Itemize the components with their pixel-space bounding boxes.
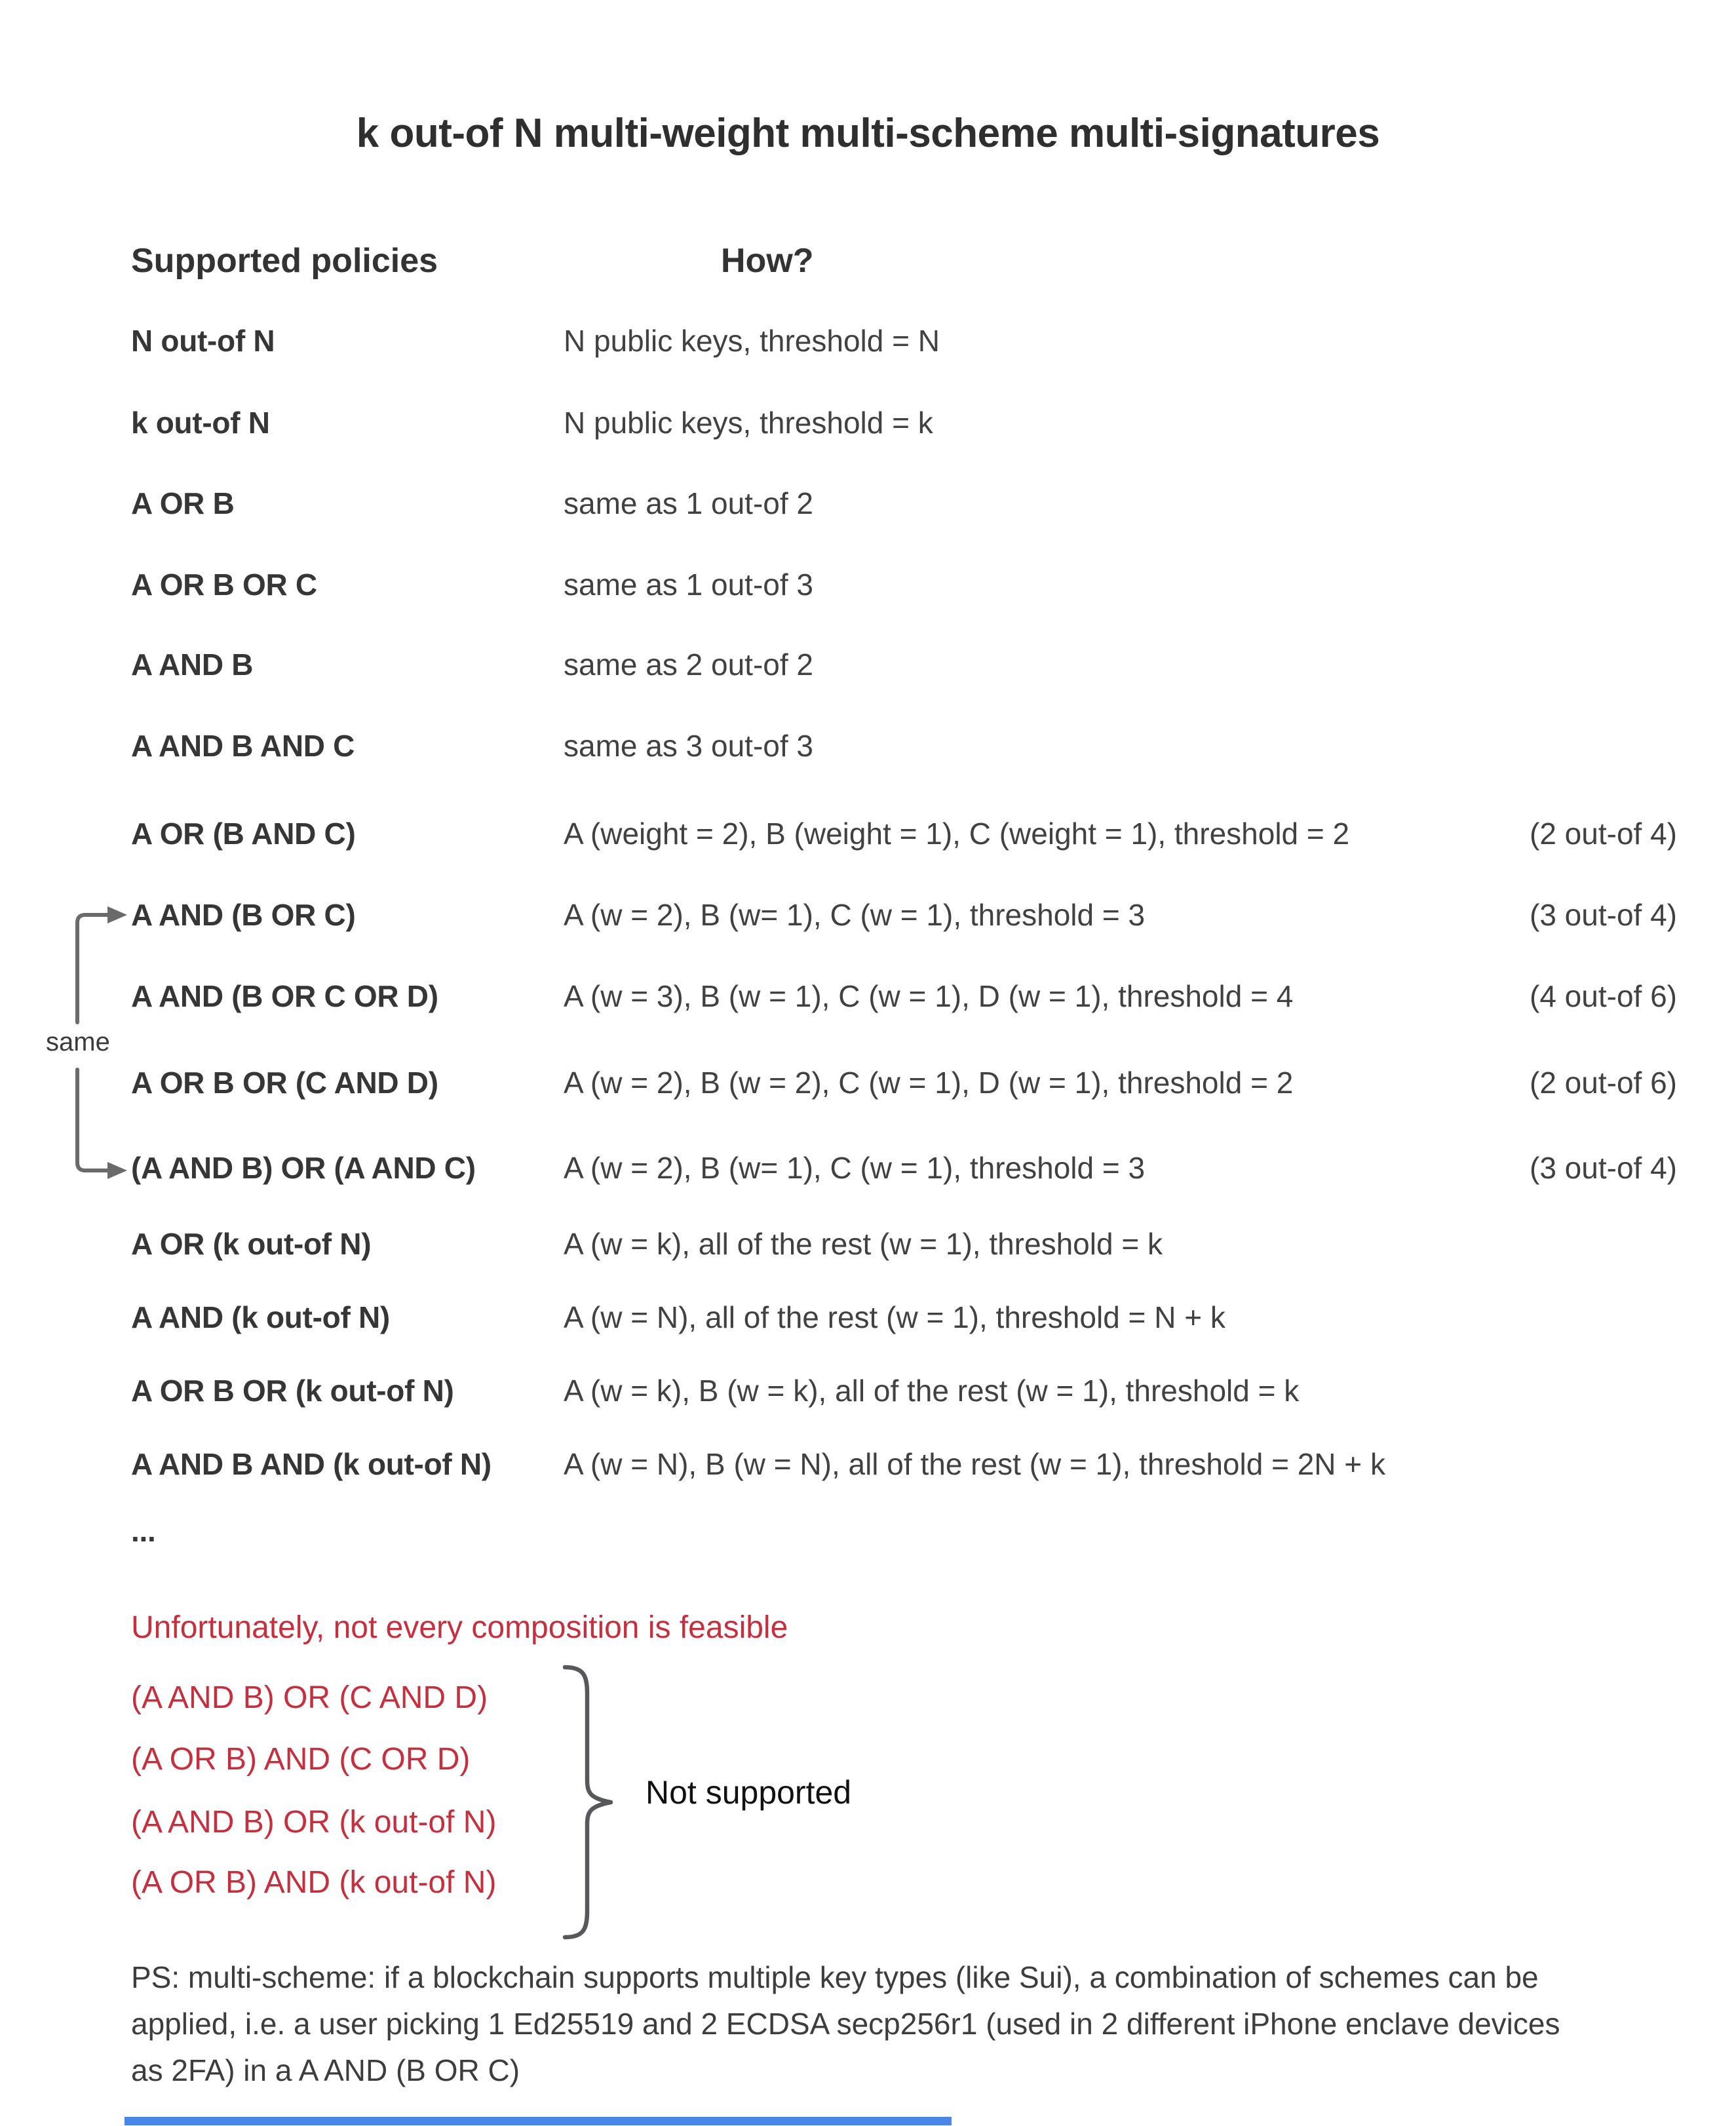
policy-cell: ... [131, 1514, 156, 1548]
policy-cell: A OR B OR (C AND D) [131, 1066, 438, 1100]
bottom-blue-bar [125, 2117, 952, 2125]
equivalence-badge: (3 out-of 4) [1530, 898, 1677, 932]
how-cell: A (w = 2), B (w= 1), C (w = 1), threshold = 3 [564, 1151, 1146, 1185]
table-row [131, 1298, 1677, 1337]
table-row [131, 484, 1677, 523]
same-label: same [46, 1028, 110, 1056]
unsupported-item: (A AND B) OR (k out-of N) [131, 1805, 497, 1840]
header-supported-policies: Supported policies [131, 242, 438, 280]
policy-table [131, 0, 1677, 1573]
how-cell: A (w = N), B (w = N), all of the rest (w = 1), threshold = 2N + k [564, 1447, 1385, 1481]
how-cell: A (w = 3), B (w = 1), C (w = 1), D (w = 1), threshold = 4 [564, 979, 1294, 1013]
unsupported-item: (A AND B) OR (C AND D) [131, 1680, 488, 1715]
table-row [131, 565, 1677, 604]
table-row [131, 645, 1677, 684]
unsupported-item: (A OR B) AND (k out-of N) [131, 1865, 497, 1900]
equivalence-badge: (4 out-of 6) [1530, 979, 1677, 1013]
ps-note [131, 1954, 1651, 2094]
how-cell: A (w = N), all of the rest (w = 1), threshold = N + k [564, 1300, 1225, 1334]
table-row [131, 1148, 1677, 1188]
policy-cell: (A AND B) OR (A AND C) [131, 1151, 476, 1185]
table-header-row [131, 241, 1677, 282]
arrow-top-icon [107, 906, 127, 923]
equivalence-badge: (2 out-of 6) [1530, 1066, 1677, 1100]
policy-cell: A OR B OR (k out-of N) [131, 1374, 454, 1408]
unsupported-item: (A OR B) AND (C OR D) [131, 1742, 471, 1777]
how-cell: N public keys, threshold = k [564, 406, 933, 440]
table-row [131, 726, 1677, 765]
policy-cell: A AND (B OR C) [131, 898, 356, 932]
policy-cell: A AND B AND C [131, 729, 355, 763]
policy-cell: A AND B AND (k out-of N) [131, 1447, 492, 1481]
how-cell: same as 1 out-of 2 [564, 486, 813, 520]
policy-cell: A OR B [131, 486, 235, 520]
table-row [131, 1444, 1677, 1484]
how-cell: A (w = k), B (w = k), all of the rest (w = 1), threshold = k [564, 1374, 1300, 1408]
equivalence-badge: (3 out-of 4) [1530, 1151, 1677, 1185]
policy-cell: A AND (B OR C OR D) [131, 979, 438, 1013]
how-cell: same as 1 out-of 3 [564, 568, 813, 602]
policy-cell: N out-of N [131, 324, 275, 358]
policy-cell: A OR (k out-of N) [131, 1227, 372, 1261]
not-supported-brace-icon [562, 1663, 623, 1941]
not-supported-label: Not supported [646, 1774, 852, 1811]
table-row [131, 1511, 1677, 1551]
how-cell: same as 3 out-of 3 [564, 729, 813, 763]
header-how: How? [721, 242, 814, 280]
policy-cell: A OR (B AND C) [131, 817, 356, 851]
table-row [131, 1371, 1677, 1410]
table-row [131, 895, 1677, 935]
ps-line-2: applied, i.e. a user picking 1 Ed25519 and 2 ECDSA secp256r1 (used in 2 different iPhone enclave devices [131, 2007, 1560, 2041]
how-cell: A (w = 2), B (w= 1), C (w = 1), threshold = 3 [564, 898, 1146, 932]
table-row [131, 1063, 1677, 1102]
equivalence-badge: (2 out-of 4) [1530, 817, 1677, 851]
table-row [131, 1224, 1677, 1264]
ps-line-3: as 2FA) in a A AND (B OR C) [131, 2053, 520, 2087]
policy-cell: A AND (k out-of N) [131, 1300, 390, 1334]
arrow-bottom-icon [107, 1162, 127, 1179]
table-row [131, 403, 1677, 442]
table-row [131, 814, 1677, 853]
policy-cell: k out-of N [131, 406, 270, 440]
how-cell: A (w = k), all of the rest (w = 1), threshold = k [564, 1227, 1163, 1261]
how-cell: same as 2 out-of 2 [564, 647, 813, 682]
how-cell: A (weight = 2), B (weight = 1), C (weight = 1), threshold = 2 [564, 817, 1350, 851]
policy-cell: A OR B OR C [131, 568, 317, 602]
ps-line-1: PS: multi-scheme: if a blockchain supports multiple key types (like Sui), a combination of schemes can be [131, 1960, 1539, 1994]
unsupported-headline: Unfortunately, not every composition is feasible [131, 1610, 788, 1645]
table-row [131, 321, 1677, 360]
table-row [131, 976, 1677, 1016]
policy-cell: A AND B [131, 647, 254, 682]
how-cell: A (w = 2), B (w = 2), C (w = 1), D (w = 1), threshold = 2 [564, 1066, 1294, 1100]
how-cell: N public keys, threshold = N [564, 324, 940, 358]
page-title: k out-of N multi-weight multi-scheme multi-signatures [356, 111, 1380, 156]
